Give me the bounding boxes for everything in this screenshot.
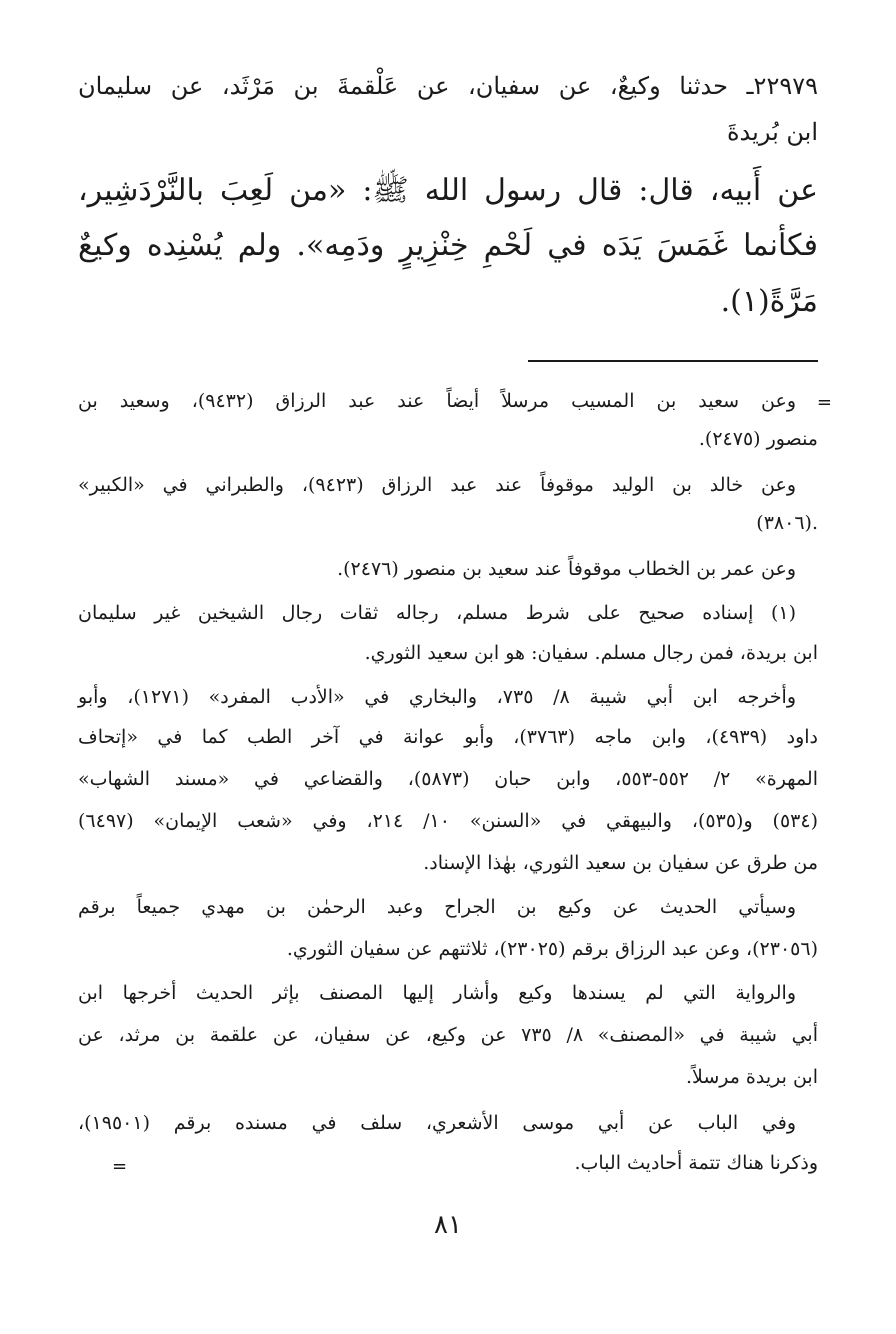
footnote-line: وفي الباب عن أبي موسى الأشعري، سلف في مسنده برقم (١٩٥٠١)، (78, 1112, 796, 1134)
continuation-marker-top: = (816, 392, 832, 413)
page-number: ٨١ (434, 1210, 462, 1240)
footnote-line: (١) إسناده صحيح على شرط مسلم، رجاله ثقات رجال الشيخين غير سليمان (78, 602, 796, 624)
hadith-matn-line-2: فكأنما غَمَسَ يَدَه في لَحْمِ خِنْزِيرٍ ودَمِه». ولم يُسْنِده وكيعٌ (78, 228, 818, 263)
footnote-line: وعن خالد بن الوليد موقوفاً عند عبد الرزاق (٩٤٢٣)، والطبراني في «الكبير» (78, 474, 796, 496)
footnote-line: منصور (٢٤٧٥). (698, 428, 818, 450)
footnote-line: وذكرنا هناك تتمة أحاديث الباب. (574, 1152, 818, 1174)
footnote-line: وعن سعيد بن المسيب مرسلاً أيضاً عند عبد الرزاق (٩٤٣٢)، وسعيد بن (78, 390, 796, 412)
footnote-line: أبي شيبة في «المصنف» ٨/ ٧٣٥ عن وكيع، عن سفيان، عن علقمة بن مرثد، عن (78, 1024, 818, 1046)
footnote-separator (528, 360, 818, 362)
footnote-line: ابن بريدة، فمن رجال مسلم. سفيان: هو ابن سعيد الثوري. (364, 642, 818, 664)
footnote-line: ابن بريدة مرسلاً. (685, 1066, 818, 1088)
footnote-line: والرواية التي لم يسندها وكيع وأشار إليها المصنف بإثر الحديث أخرجها ابن (78, 982, 796, 1004)
footnote-line: المهرة» ٢/ ٥٥٢-٥٥٣، وابن حبان (٥٨٧٣)، والقضاعي في «مسند الشهاب» (78, 768, 818, 790)
footnote-line: وسيأتي الحديث عن وكيع بن الجراح وعبد الرحمٰن بن مهدي جميعاً برقم (78, 896, 796, 918)
footnote-line: داود (٤٩٣٩)، وابن ماجه (٣٧٦٣)، وأبو عوانة في آخر الطب كما في «إتحاف (78, 726, 818, 748)
footnote-line: وأخرجه ابن أبي شيبة ٨/ ٧٣٥، والبخاري في «الأدب المفرد» (١٢٧١)، وأبو (78, 686, 796, 708)
footnote-line: (٥٣٤) و(٥٣٥)، والبيهقي في «السنن» ١٠/ ٢١٤، وفي «شعب الإيمان» (٦٤٩٧) (78, 810, 818, 832)
footnote-line: (٣٨٠٦). (756, 512, 818, 534)
hadith-isnad-line-1: ٢٢٩٧٩ـ حدثنا وكيعٌ، عن سفيان، عن عَلْقمةَ بن مَرْثَد، عن سليمان (78, 72, 818, 100)
continuation-marker-bottom: = (112, 1156, 128, 1177)
hadith-isnad-line-2: ابن بُريدةَ (726, 118, 818, 146)
footnote-line: من طرق عن سفيان بن سعيد الثوري، بهٰذا الإسناد. (423, 852, 818, 874)
footnote-line: (٢٣٠٥٦)، وعن عبد الرزاق برقم (٢٣٠٢٥)، ثلاثتهم عن سفيان الثوري. (286, 938, 818, 960)
footnote-line: وعن عمر بن الخطاب موقوفاً عند سعيد بن منصور (٢٤٧٦). (337, 558, 796, 580)
hadith-matn-line-1: عن أَبيه، قال: قال رسول الله ﷺ: «من لَعِبَ بالنَّرْدَشِير، (78, 173, 818, 208)
hadith-matn-line-3: مَرَّةً(١). (720, 284, 818, 319)
